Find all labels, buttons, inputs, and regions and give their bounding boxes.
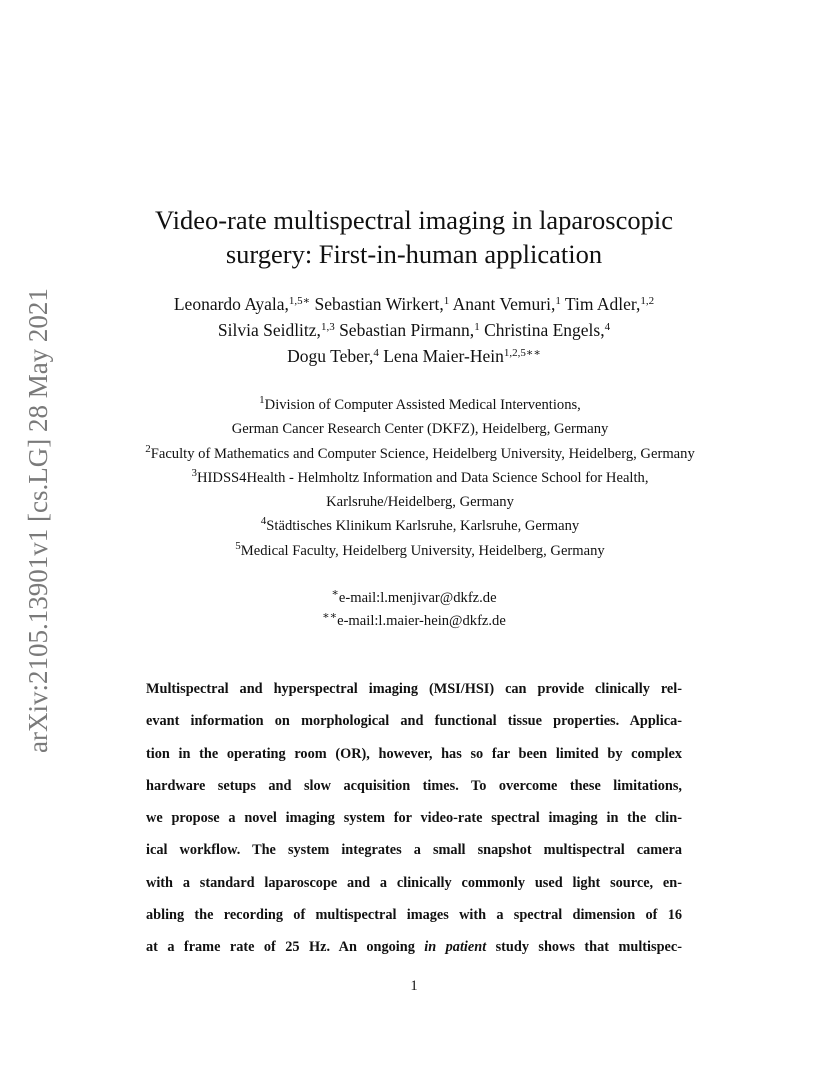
affiliation-list [40, 393, 800, 563]
affil-text: Faculty of Mathematics and Computer Science, Heidelberg University, Heidelberg, Germany [150, 445, 695, 462]
affil-text: Division of Computer Assisted Medical Interventions, [264, 397, 581, 413]
author-line-2 [60, 317, 768, 343]
author-affil-sup: 1,5∗ [288, 295, 311, 307]
author-name: Tim Adler, [560, 294, 641, 314]
abstract-line [146, 931, 682, 963]
abstract-line: we propose a novel imaging system for video-rate spectral imaging in the clin- [146, 810, 682, 827]
author-affil-sup: 1,2 [640, 295, 655, 307]
abstract-line: Multispectral and hyperspectral imaging (MSI/HSI) can provide clinically rel- [146, 681, 682, 697]
affiliation-1-line-1 [40, 393, 800, 417]
title-line-2: surgery: First-in-human application [225, 239, 603, 269]
abstract-text: at a frame rate of 25 Hz. An ongoing [146, 939, 425, 956]
email-sup: ∗ [331, 587, 339, 599]
author-affil-sup: 1,2,5∗∗ [503, 347, 541, 359]
email-text: e-mail:l.maier-hein@dkfz.de [337, 613, 506, 629]
email-1 [90, 587, 738, 610]
arxiv-watermark: arXiv:2105.13901v1 [cs.LG] 28 May 2021 [23, 288, 53, 754]
abstract-line: evant information on morphological and functional tissue properties. Applica- [146, 713, 682, 730]
abstract-line: ical workflow. The system integrates a small snapshot multispectral camera [146, 842, 682, 859]
abstract-line: hardware setups and slow acquisition times. To overcome these limitations, [146, 777, 682, 794]
author-name: Leonardo Ayala, [173, 294, 289, 314]
author-name: Silvia Seidlitz, [217, 320, 321, 340]
email-list [90, 587, 738, 633]
affiliation-5 [40, 539, 800, 563]
affil-text: Medical Faculty, Heidelberg University, Heidelberg, Germany [240, 542, 605, 559]
author-name: Dogu Teber, [287, 346, 374, 366]
affiliation-2 [40, 442, 800, 466]
author-line-1 [60, 291, 768, 317]
author-line-3 [60, 343, 768, 369]
affil-text: Städtisches Klinikum Karlsruhe, Karlsruhe, Germany [266, 518, 580, 535]
abstract-line: tion in the operating room (OR), however, has so far been limited by complex [146, 745, 682, 762]
email-text: e-mail:l.menjivar@dkfz.de [338, 590, 497, 606]
abstract [146, 673, 682, 964]
author-affil-sup: 1 [443, 295, 450, 307]
paper-title [90, 203, 738, 271]
abstract-line: with a standard laparoscope and a clinically commonly used light source, en- [146, 874, 682, 891]
title-line-1: Video-rate multispectral imaging in laparoscopic [155, 205, 673, 235]
author-affil-sup: 1,3 [320, 321, 335, 333]
author-affil-sup: 4 [604, 321, 611, 333]
abstract-emphasis: in patient [424, 939, 487, 956]
affiliation-1-line-2: German Cancer Research Center (DKFZ), Heidelberg, Germany [231, 421, 609, 438]
author-name: Sebastian Pirmann, [334, 320, 475, 340]
abstract-text: study shows that multispec- [486, 939, 682, 956]
affil-sup: 3 [191, 466, 197, 479]
author-list [60, 291, 768, 369]
author-name: Anant Vemuri, [449, 294, 556, 314]
affil-sup: 2 [145, 442, 151, 455]
abstract-line: abling the recording of multispectral images with a spectral dimension of 16 [146, 907, 682, 924]
email-sup: ∗∗ [322, 610, 338, 622]
page-number: 1 [410, 978, 418, 994]
author-affil-sup: 1 [555, 295, 561, 307]
author-affil-sup: 1 [474, 321, 480, 333]
author-name: Christina Engels, [479, 320, 605, 340]
affiliation-3-line-1 [40, 466, 800, 490]
email-2 [90, 610, 738, 633]
affil-sup: 1 [259, 394, 265, 406]
author-affil-sup: 4 [373, 347, 379, 359]
affiliation-3-line-2: Karlsruhe/Heidelberg, Germany [326, 494, 514, 511]
affil-sup: 4 [260, 515, 267, 528]
author-name: Lena Maier-Hein [378, 346, 504, 366]
affil-sup: 5 [235, 539, 241, 552]
author-name: Sebastian Wirkert, [310, 294, 444, 314]
affiliation-4 [40, 514, 800, 538]
affil-text: HIDSS4Health - Helmholtz Information and Data Science School for Health, [197, 469, 649, 486]
